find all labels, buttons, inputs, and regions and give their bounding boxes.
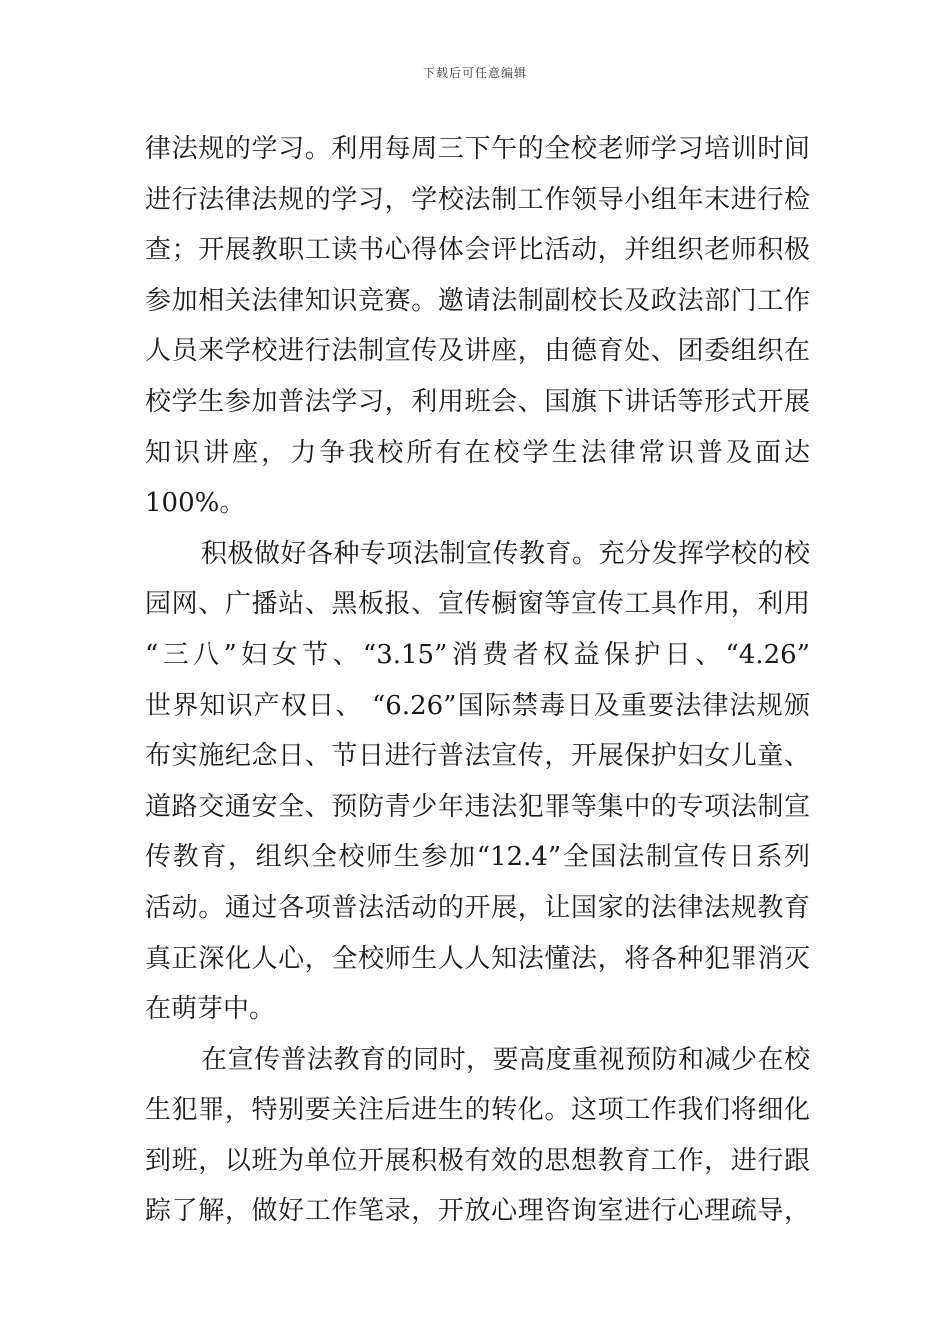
text-line: 传教育，组织全校师生参加“12.4”全国法制宣传日系列 (145, 842, 810, 873)
text-line: 布实施纪念日、节日进行普法宣传，开展保护妇女儿童、 (145, 741, 810, 772)
text-line: 世界知识产权日、 “6.26”国际禁毒日及重要法律法规颁 (145, 690, 810, 721)
text-line: 参加相关法律知识竞赛。邀请法制副校长及政法部门工作 (145, 285, 810, 316)
text-line: 真正深化人心，全校师生人人知法懂法，将各种犯罪消灭 (145, 943, 810, 974)
paragraph-1 (145, 124, 810, 529)
text-line: 100%。 (145, 488, 246, 519)
paragraph-2 (145, 529, 810, 1035)
paragraph-3 (145, 1035, 810, 1237)
text-line: 律法规的学习。利用每周三下午的全校老师学习培训时间 (145, 134, 810, 164)
text-line: 人员来学校进行法制宣传及讲座，由德育处、团委组织在 (145, 336, 810, 367)
text-line: 校学生参加普法学习，利用班会、国旗下讲话等形式开展 (145, 386, 810, 417)
text-line: 踪了解，做好工作笔录，开放心理咨询室进行心理疏导， (145, 1196, 810, 1227)
text-line: 在宣传普法教育的同时，要高度重视预防和减少在校 (201, 1044, 810, 1075)
text-line: 查；开展教职工读书心得体会评比活动，并组织老师积极 (145, 235, 810, 266)
text-line: 知识讲座，力争我校所有在校学生法律常识普及面达 (145, 437, 810, 468)
text-line: 道路交通安全、预防青少年违法犯罪等集中的专项法制宣 (145, 791, 810, 822)
document-body (145, 124, 810, 1237)
text-line: 进行法律法规的学习，学校法制工作领导小组年末进行检 (145, 184, 810, 215)
text-line: 到班，以班为单位开展积极有效的思想教育工作，进行跟 (145, 1145, 810, 1176)
text-line: 活动。通过各项普法活动的开展，让国家的法律法规教育 (145, 892, 810, 923)
text-line: 生犯罪，特别要关注后进生的转化。这项工作我们将细化 (145, 1095, 810, 1126)
text-line: “三八”妇女节、“3.15”消费者权益保护日、“4.26” (145, 639, 810, 670)
text-line: 积极做好各种专项法制宣传教育。充分发挥学校的校 (201, 538, 810, 569)
page-header: 下载后可任意编辑 (422, 66, 527, 80)
text-line: 园网、广播站、黑板报、宣传橱窗等宣传工具作用，利用 (145, 589, 810, 620)
text-line: 在萌芽中。 (145, 994, 276, 1025)
